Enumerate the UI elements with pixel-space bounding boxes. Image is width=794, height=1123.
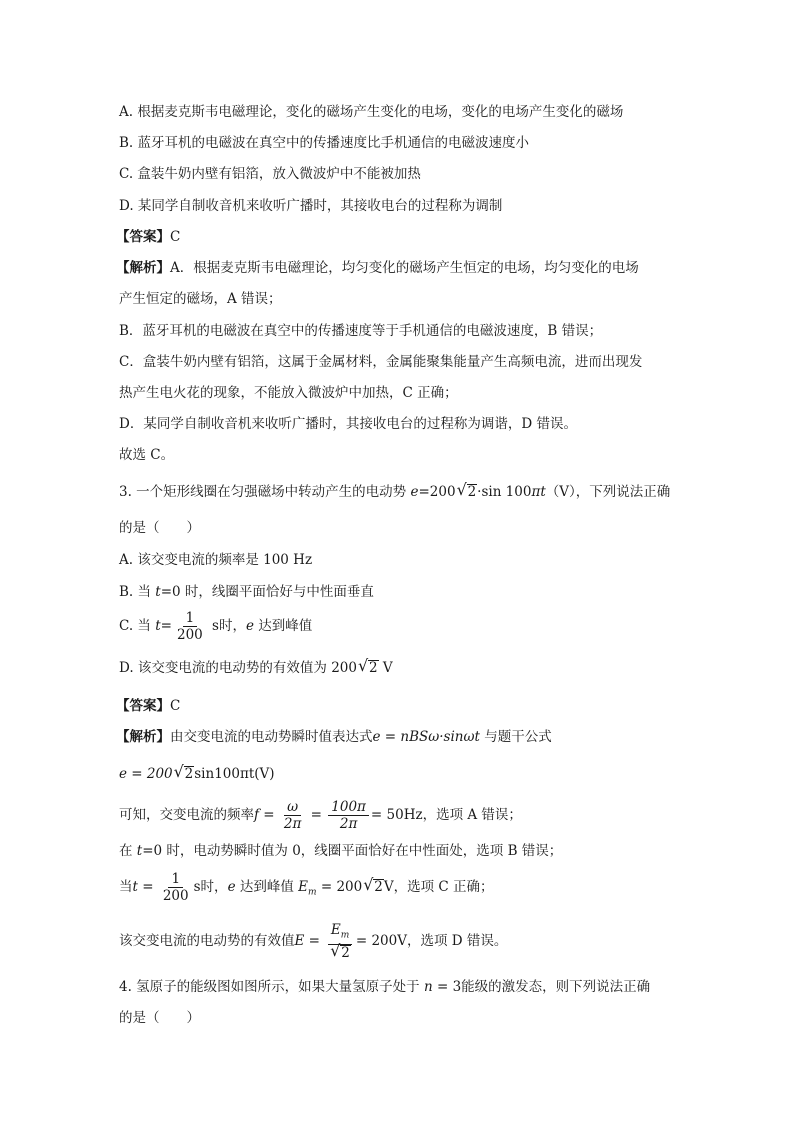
q3-analysis-line-4 [119,842,562,860]
sqrt-symbol [458,483,478,501]
fraction-denominator: 200 [162,888,189,904]
answer-value: C [170,698,181,714]
opt-text: s时， [207,618,246,634]
fraction-numerator: 1 [183,610,198,627]
analysis-text-tail: 与题干公式 [479,729,552,745]
opt-eq: = [160,618,172,634]
q3-option-d [119,659,393,677]
q2-analysis-line-6: D．某同学自制收音机来收听广播时，其接收电台的过程称为调谐，D 错误。 [119,416,577,432]
q2-analysis-line-5: 热产生电火花的现象，不能放入微波炉中加热，C 正确； [119,385,458,401]
stem-text: 4. 氢原子的能级图如图所示，如果大量氢原子处于 [119,979,424,995]
analysis-text: 由交变电流的电动势瞬时值表达式 [170,729,373,745]
fraction-denominator: 2π [339,816,358,832]
opt-text: D. 该交变电流的电动势的有效值为 200 [119,660,357,676]
fraction-denominator: 200 [176,627,203,643]
opt-unit: V [378,660,393,676]
stem-tail: （V），下列说法正确 [545,484,671,500]
q2-analysis-line-4: C．盒装牛奶内壁有铝箔，这属于金属材料，金属能聚集能量产生高频电流，进而出现发 [119,354,643,370]
fraction-numerator: 1 [168,871,183,888]
q2-option-b: B. 蓝牙耳机的电磁波在真空中的传播速度比手机通信的电磁波速度小 [119,135,530,151]
fraction [160,871,192,904]
q3-option-a: A. 该交变电流的频率是 100 Hz [119,552,313,568]
sqrt-radicand: 2 [341,944,350,961]
sqrt-symbol [364,867,384,907]
sqrt-symbol [331,945,351,961]
var-E: E [294,933,305,949]
analysis-text: 该交变电流的电动势的有效值 [119,933,295,949]
stem-text: 3. 一个矩形线圈在匀强磁场中转动产生的电动势 [119,484,411,500]
formula-tail: sin100πt(V) [194,766,275,782]
sqrt-radicand: 2 [184,766,194,782]
stem-eq: =200 [418,484,456,500]
q3-analysis-line-6: 该交变电流的电动势的有效值E = $E_m$ √ 2 = 200V，选项 D 错误。 [119,919,507,963]
answer-value: C [170,229,181,245]
fraction-denominator: 2π [283,816,302,832]
var-e: e [246,618,254,634]
analysis-text: 当 [119,879,133,895]
fraction [174,610,206,643]
analysis-tag: 【解析】 [116,729,170,745]
analysis-text-tail: ，选项 C 正确； [393,879,494,895]
opt-text: =0 时，线圈平面恰好与中性面垂直 [160,584,374,600]
analysis-text: 在 [119,843,137,859]
analysis-tag: 【解析】 [116,260,170,276]
q2-option-a: A. 根据麦克斯韦电磁理论，变化的磁场产生变化的电场，变化的电场产生变化的磁场 [119,104,624,120]
unit: V [383,879,394,895]
q2-analysis-line-2: 产生恒定的磁场，A 错误； [119,291,282,307]
fraction-numerator: ω [284,799,301,816]
var-e: e [227,879,236,895]
analysis-text-tail: ，选项 D 错误。 [406,933,508,949]
q3-analysis-line-2 [119,765,275,783]
q3-option-c [119,606,312,646]
var-f: f [254,807,259,823]
sqrt-symbol [359,659,379,677]
formula-result: = 200V [355,933,407,949]
stem-sin: ·sin 100 [477,484,532,500]
analysis-text: 达到峰值 [235,879,299,895]
q4-stem-line-2: 的是（ ） [119,1010,200,1026]
fraction [328,799,369,832]
q3-stem-line-2: 的是（ ） [119,520,200,536]
formula-result: = 50Hz [370,807,423,823]
q3-answer [116,697,180,715]
analysis-text: A．根据麦克斯韦电磁理论，均匀变化的磁场产生恒定的电场，均匀变化的电场 [170,260,639,276]
q2-answer [116,228,180,246]
stem-tail: = 3能级的激发态，则下列说法正确 [432,979,651,995]
analysis-text: 可知，交变电流的频率 [119,807,254,823]
fraction-numerator: 100π [328,799,369,816]
opt-text-tail: 达到峰值 [254,618,313,634]
formula-eq: = 200 [316,879,363,895]
opt-label: C. 当 [119,618,156,634]
formula: e = nBSω·sinωt [372,729,480,745]
sqrt-radicand: 2 [467,484,477,500]
sqrt-symbol [175,765,195,783]
q3-analysis-line-1 [116,728,552,746]
q3-analysis-line-5: 当t = $\frac{1}{200}$ s时，e 达到峰值 $E_m = 200√$ 2V，选项 C 正确； [119,867,494,913]
answer-tag: 【答案】 [116,698,170,714]
q3-option-b [119,583,374,601]
answer-tag: 【答案】 [116,229,170,245]
var-E: E [298,879,309,895]
var-t: t [132,879,138,895]
var-t: t [155,584,161,600]
sqrt-radicand: 2 [374,879,383,895]
q2-conclusion: 故选 C。 [119,447,175,463]
analysis-text-tail: =0 时，电动势瞬时值为 0，线圈平面恰好在中性面处，选项 B 错误； [142,843,563,859]
q2-analysis-line-1 [116,259,639,277]
var-pit: πt [531,484,546,500]
subscript: m [340,930,350,941]
var-e: e [410,484,419,500]
sqrt-radicand: 2 [368,660,378,676]
analysis-text-tail: ，选项 A 错误； [422,807,522,823]
var-t: t [155,618,161,634]
formula: e = 200 [119,766,173,782]
var-E: E [330,922,341,939]
q4-stem-line-1 [119,978,650,996]
fraction [281,799,304,832]
q3-stem-line-1 [119,483,670,501]
q2-option-c: C. 盒装牛奶内壁有铝箔，放入微波炉中不能被加热 [119,166,421,182]
analysis-text: s时， [193,879,228,895]
q2-analysis-line-3: B．蓝牙耳机的电磁波在真空中的传播速度等于手机通信的电磁波速度，B 错误； [119,323,603,339]
subscript: m [308,887,317,898]
opt-label: B. 当 [119,584,156,600]
q2-option-d: D. 某同学自制收音机来收听广播时，其接收电台的过程称为调制 [119,198,503,214]
var-t: t [136,843,143,859]
var-n: n [423,979,433,995]
fraction-denominator [326,945,354,961]
fraction [326,922,354,961]
q3-analysis-line-3: 可知，交变电流的频率f = $\frac{\omega}{2\pi}$ = $\frac{100\pi}{2\pi}$ = 50Hz，选项 A 错误； [119,799,522,832]
